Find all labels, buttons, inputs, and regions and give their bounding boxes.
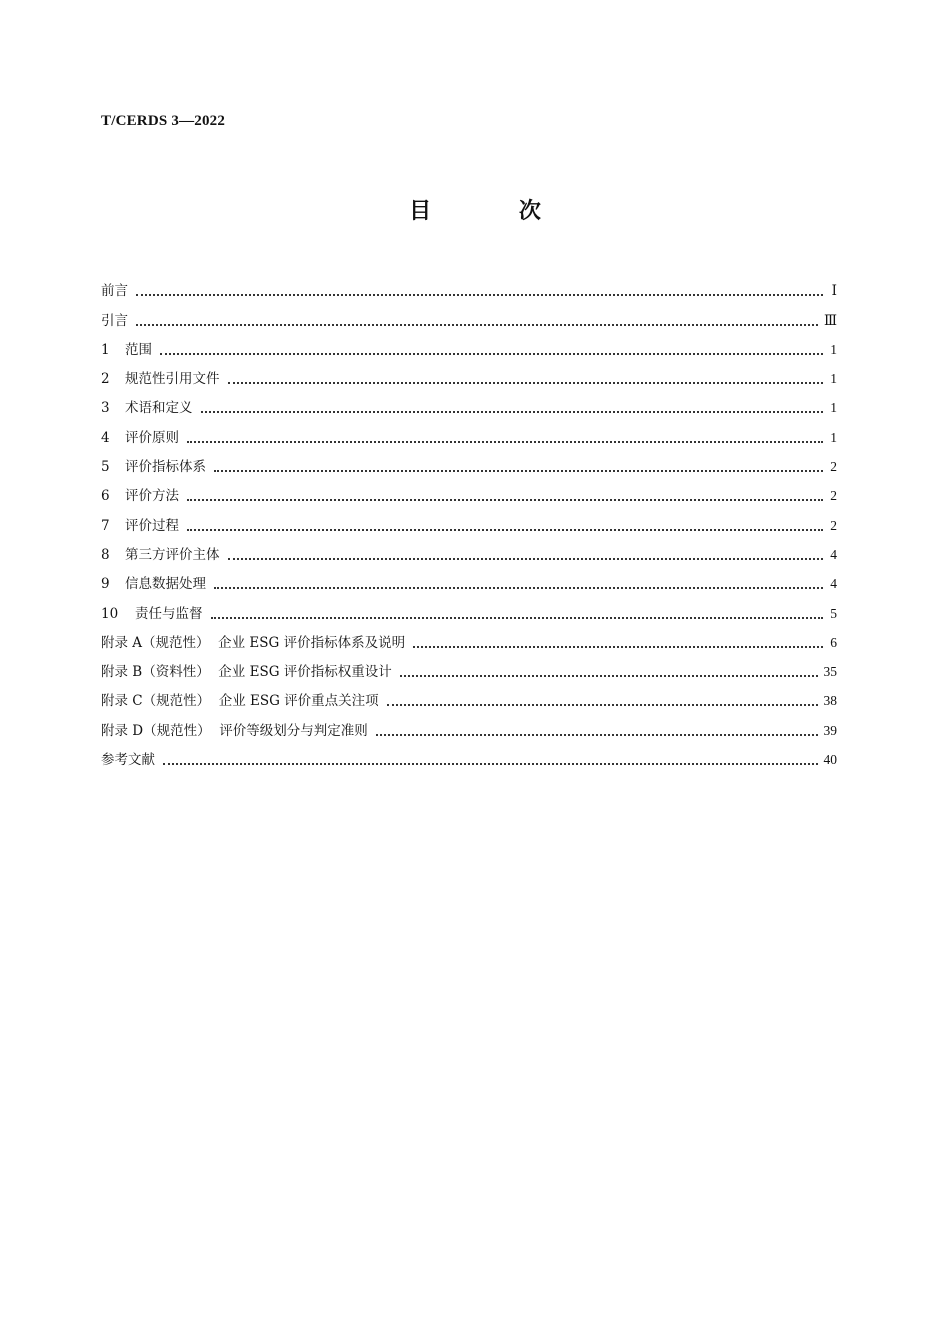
toc-label: 5 评价指标体系: [101, 459, 206, 476]
toc-leader-dots: [187, 440, 823, 443]
toc-entry-4[interactable]: [101, 418, 837, 447]
toc-leader-dots: [228, 381, 824, 384]
toc-label: 2 规范性引用文件: [101, 371, 220, 388]
toc-leader-dots: [160, 352, 823, 355]
toc-entry-9[interactable]: [101, 565, 837, 594]
toc-leader-dots: [376, 733, 818, 736]
toc-entry-2[interactable]: [101, 360, 837, 389]
toc-page-number: 40: [823, 752, 837, 768]
toc-label: 7 评价过程: [101, 517, 179, 534]
toc-page-number: 1: [830, 371, 837, 387]
toc-page-number: 1: [830, 400, 837, 416]
toc-leader-dots: [214, 469, 823, 472]
toc-page-number: 4: [830, 576, 837, 592]
toc-entry-appendix-d[interactable]: [101, 711, 837, 740]
toc-leader-dots: [187, 528, 823, 531]
toc-page-number: Ⅲ: [823, 312, 837, 328]
toc-section-number: 5: [101, 459, 110, 476]
toc-section-number: 2: [101, 371, 110, 388]
toc-label: 10 责任与监督: [101, 605, 203, 622]
toc-label: 参考文献: [101, 752, 155, 769]
toc-leader-dots: [214, 586, 823, 589]
toc-label: 引言: [101, 312, 128, 329]
toc-page-number: 38: [823, 693, 837, 709]
toc-entry-appendix-b[interactable]: [101, 653, 837, 682]
toc-leader-dots: [201, 410, 824, 413]
toc-label: 8 第三方评价主体: [101, 546, 220, 563]
toc-page-number: 39: [823, 722, 837, 738]
toc-page-number: 5: [830, 605, 837, 621]
toc-page-number: 35: [823, 664, 837, 680]
table-of-contents: [101, 272, 837, 770]
toc-entry-1[interactable]: [101, 331, 837, 360]
toc-leader-dots: [136, 293, 823, 296]
toc-section-number: 9: [101, 576, 110, 593]
toc-leader-dots: [400, 674, 818, 677]
toc-leader-dots: [211, 616, 824, 619]
toc-page-number: Ⅰ: [831, 283, 837, 299]
toc-leader-dots: [387, 703, 818, 706]
toc-label: 1 范围: [101, 341, 152, 358]
toc-section-number: 3: [101, 400, 110, 417]
toc-entry-introduction[interactable]: [101, 301, 837, 330]
toc-label: 9 信息数据处理: [101, 576, 206, 593]
toc-section-number: 7: [101, 517, 110, 534]
toc-leader-dots: [413, 645, 823, 648]
toc-entry-foreword[interactable]: [101, 272, 837, 301]
toc-leader-dots: [136, 323, 818, 326]
toc-section-number: 4: [101, 429, 110, 446]
toc-section-number: 8: [101, 546, 110, 563]
toc-label: 6 评价方法: [101, 488, 179, 505]
toc-section-number: 1: [101, 341, 110, 358]
toc-page-number: 2: [830, 459, 837, 475]
toc-section-number: 6: [101, 488, 110, 505]
standard-number: T/CERDS 3—2022: [101, 113, 226, 129]
toc-page-number: 4: [830, 546, 837, 562]
toc-leader-dots: [163, 762, 818, 765]
toc-label: 附录 B（资料性） 企业 ESG 评价指标权重设计: [101, 664, 392, 681]
toc-page-number: 1: [830, 341, 837, 357]
toc-label: 附录 A（规范性） 企业 ESG 评价指标体系及说明: [101, 634, 406, 651]
toc-label: 前言: [101, 283, 128, 300]
toc-page-number: 1: [830, 429, 837, 445]
toc-label: 4 评价原则: [101, 429, 179, 446]
toc-entry-6[interactable]: [101, 477, 837, 506]
toc-entry-appendix-a[interactable]: [101, 624, 837, 653]
toc-leader-dots: [187, 498, 823, 501]
toc-entry-3[interactable]: [101, 389, 837, 418]
toc-page-number: 2: [830, 488, 837, 504]
toc-leader-dots: [228, 557, 824, 560]
toc-label: 附录 D（规范性） 评价等级划分与判定准则: [101, 722, 368, 739]
toc-page-number: 6: [830, 634, 837, 650]
toc-entry-8[interactable]: [101, 536, 837, 565]
toc-entry-bibliography[interactable]: [101, 741, 837, 770]
toc-entry-10[interactable]: [101, 594, 837, 623]
toc-label: 3 术语和定义: [101, 400, 193, 417]
toc-label: 附录 C（规范性） 企业 ESG 评价重点关注项: [101, 693, 379, 710]
toc-entry-5[interactable]: [101, 448, 837, 477]
toc-section-number: 10: [101, 605, 119, 622]
page-title: 目 次: [409, 199, 581, 224]
toc-entry-7[interactable]: [101, 506, 837, 535]
toc-entry-appendix-c[interactable]: [101, 682, 837, 711]
toc-page-number: 2: [830, 517, 837, 533]
